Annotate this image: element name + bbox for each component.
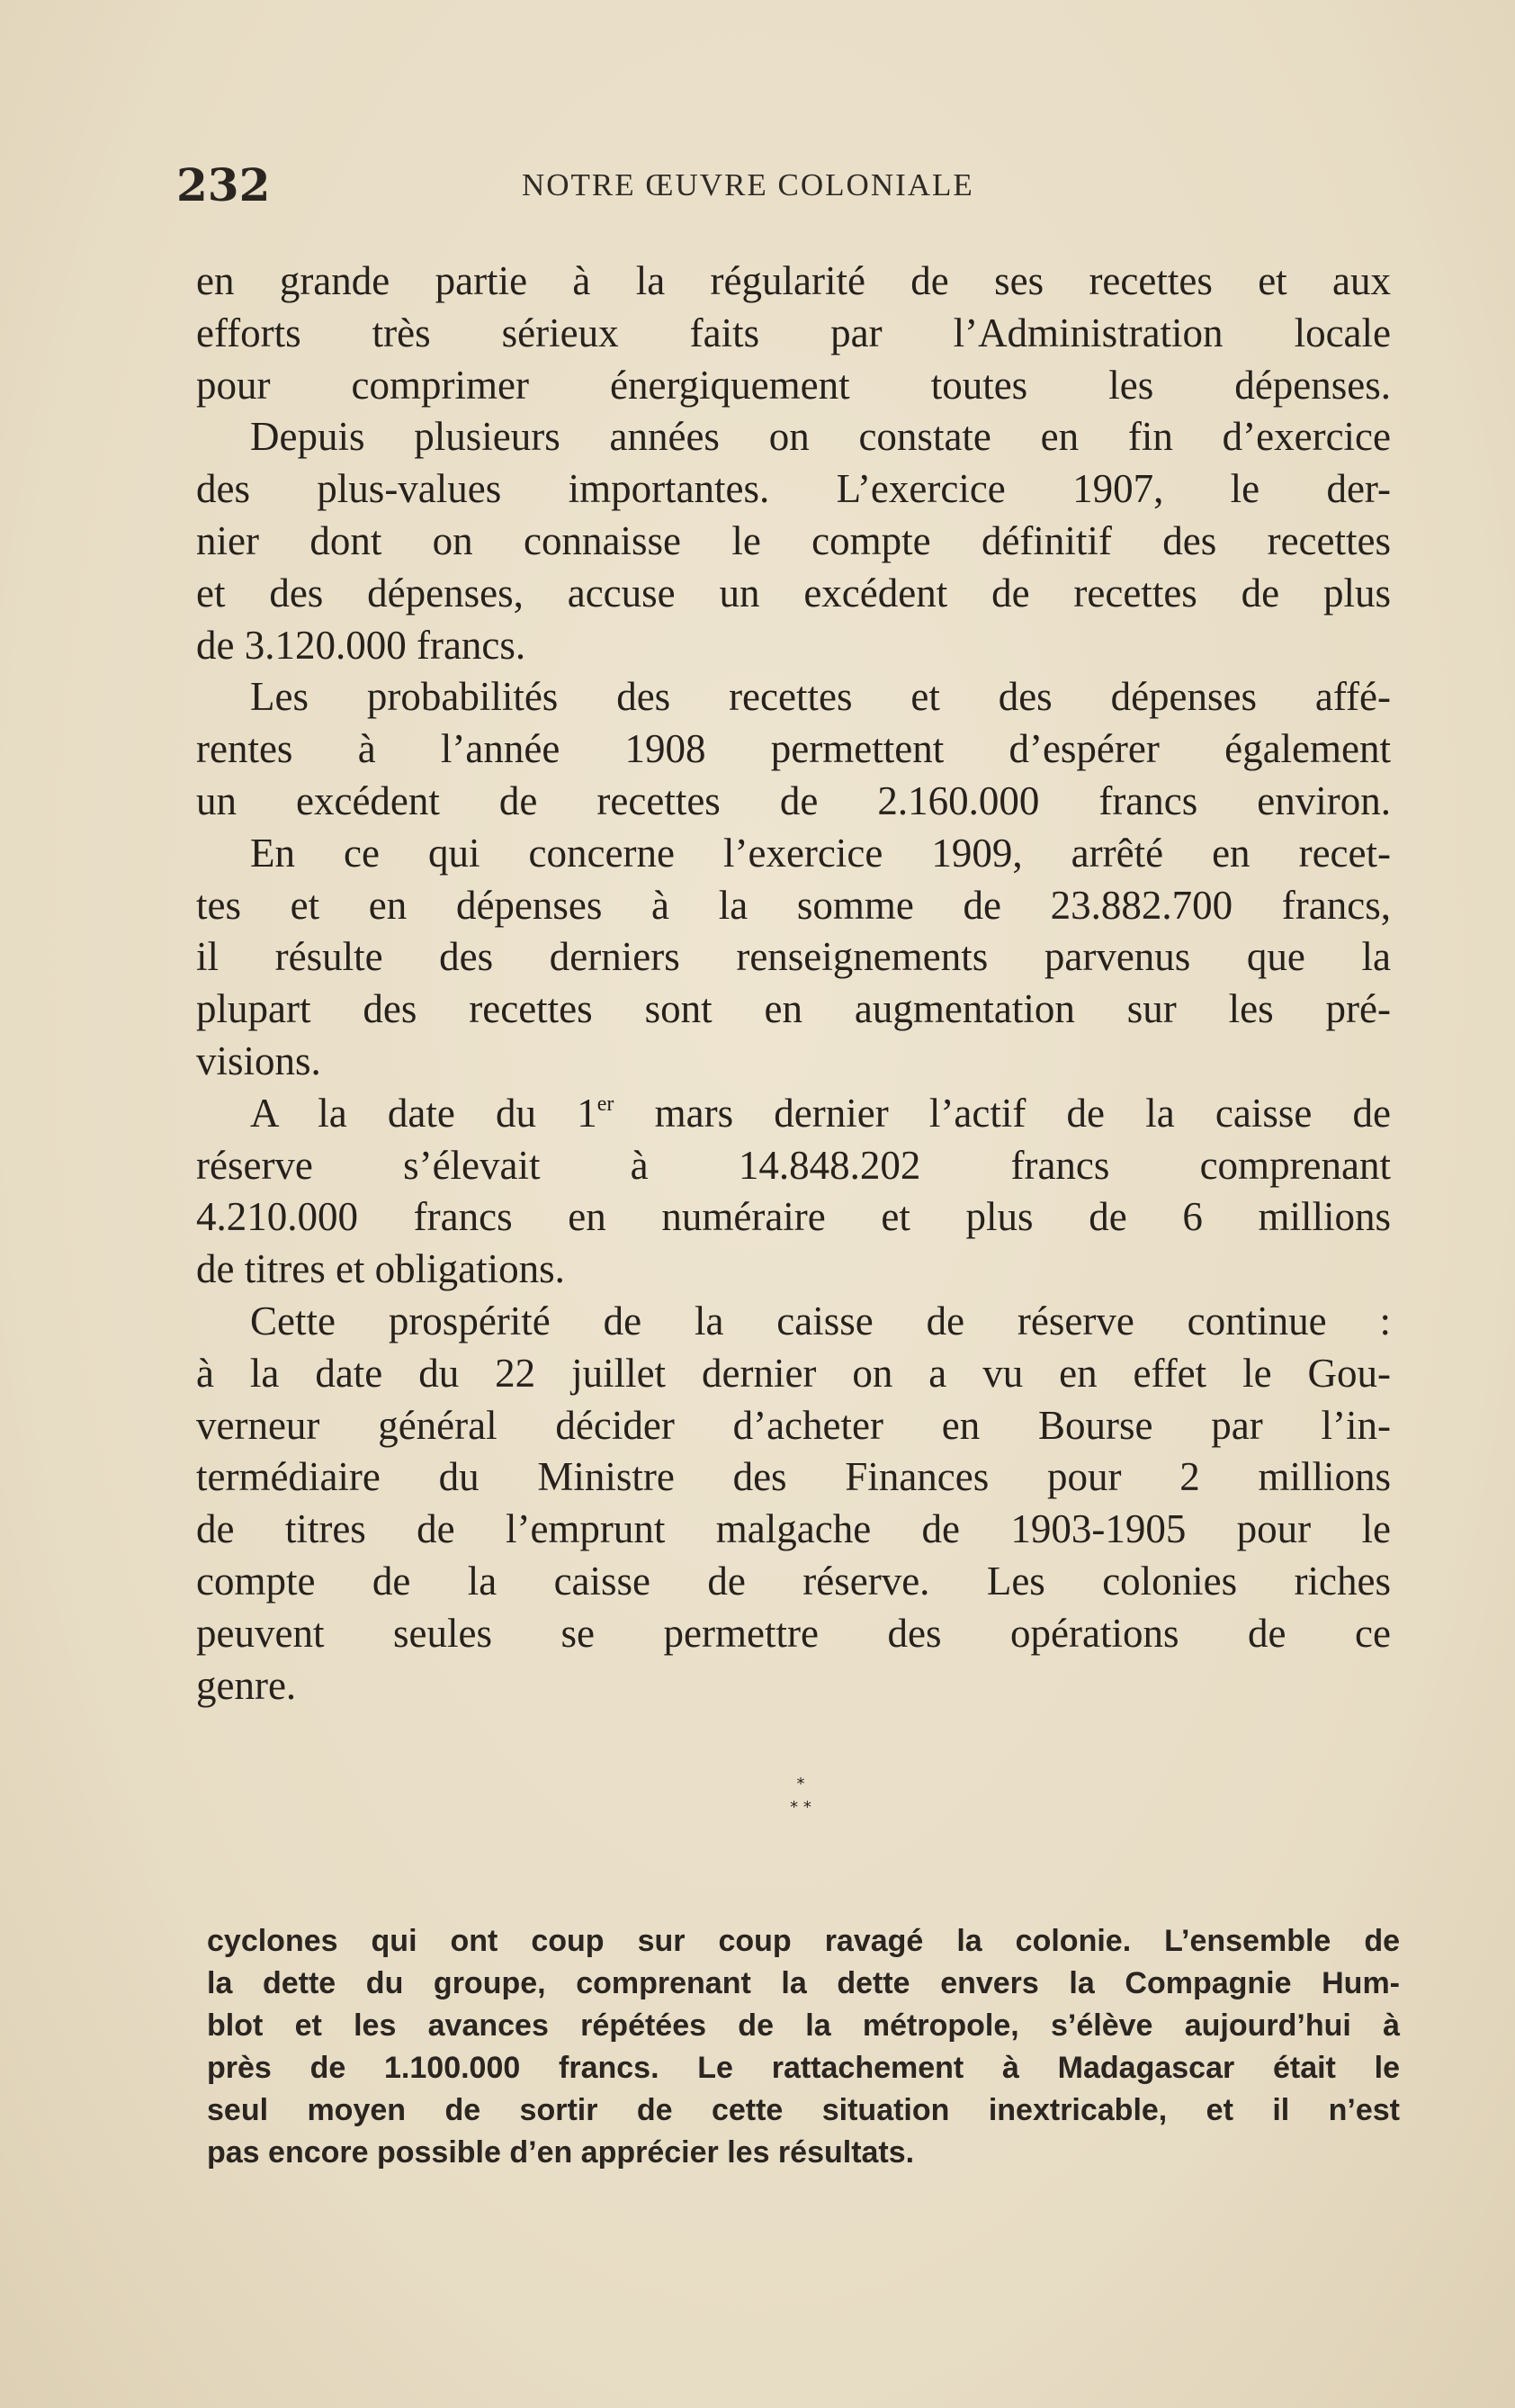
body-line (196, 1296, 1391, 1348)
body-line (196, 1608, 1391, 1660)
line-text: efforts très sérieux faits par l’Administration locale (196, 310, 1391, 355)
body-line (196, 671, 1391, 723)
section-separator (774, 1773, 828, 1819)
line-text: Cette prospérité de la caisse de réserve continue : (250, 1298, 1391, 1343)
separator-top-star: * (796, 1775, 805, 1793)
running-title: NOTRE ŒUVRE COLONIALE (522, 167, 974, 202)
separator-bottom-stars: * * (790, 1798, 811, 1817)
footnote (207, 1920, 1400, 2174)
footnote-line (207, 2047, 1400, 2089)
body-text (196, 256, 1391, 1712)
body-line (196, 1451, 1391, 1504)
body-line (196, 308, 1391, 360)
line-text: termédiaire du Ministre des Finances pour 2 millions (196, 1454, 1391, 1500)
line-text: verneur général décider d’acheter en Bourse par l’in- (196, 1402, 1391, 1448)
line-text: nier dont on connaisse le compte définitif des recettes (196, 517, 1391, 563)
line-text: compte de la caisse de réserve. Les colonies riches (196, 1558, 1391, 1604)
line-text: des plus-values importantes. L’exercice 1907, le der- (196, 466, 1391, 512)
line-text: de titres et obligations. (196, 1246, 565, 1292)
line-text: un excédent de recettes de 2.160.000 francs environ. (196, 777, 1391, 823)
line-text: tes et en dépenses à la somme de 23.882.700 francs, (196, 882, 1391, 928)
line-text: blot et les avances répétées de la métropole, s’élève aujourd’hui à (207, 2008, 1400, 2043)
body-line (196, 1140, 1391, 1192)
body-line (196, 828, 1391, 880)
body-line (196, 256, 1391, 308)
body-line (196, 984, 1391, 1036)
line-text: pour comprimer énergiquement toutes les dépenses. (196, 362, 1391, 408)
body-line (196, 620, 1391, 672)
line-text: A la date du 1 (250, 1090, 597, 1136)
line-text: cyclones qui ont coup sur coup ravagé la colonie. L’ensemble de (207, 1924, 1400, 1958)
line-text: mars dernier l’actif de la caisse de (614, 1090, 1391, 1136)
body-line (196, 516, 1391, 568)
footnote-line (207, 2005, 1400, 2047)
line-text: peuvent seules se permettre des opérations de ce (196, 1610, 1391, 1656)
line-text: de titres de l’emprunt malgache de 1903-1905 pour le (196, 1506, 1391, 1552)
footnote-line (207, 1963, 1400, 2005)
body-line (196, 360, 1391, 412)
line-text: près de 1.100.000 francs. Le rattachement à Madagascar était le (207, 2051, 1400, 2085)
body-line (196, 1088, 1391, 1140)
line-text: réserve s’élevait à 14.848.202 francs comprenant (196, 1142, 1391, 1188)
line-text: il résulte des derniers renseignements parvenus que la (196, 934, 1391, 980)
footnote-line (207, 2132, 1400, 2174)
body-line (196, 568, 1391, 620)
body-line (196, 463, 1391, 516)
line-text: En ce qui concerne l’exercice 1909, arrêté en recet- (250, 830, 1391, 876)
body-line (196, 723, 1391, 776)
body-line (196, 1400, 1391, 1452)
body-line (196, 1036, 1391, 1088)
body-line (196, 1660, 1391, 1712)
body-line (196, 411, 1391, 463)
body-line (196, 1348, 1391, 1400)
line-text: visions. (196, 1038, 321, 1083)
body-line (196, 1556, 1391, 1608)
body-line (196, 931, 1391, 984)
line-text: plupart des recettes sont en augmentation sur les pré- (196, 986, 1391, 1032)
page-number: 232 (176, 158, 271, 211)
footnote-line (207, 2089, 1400, 2132)
line-text: genre. (196, 1662, 297, 1708)
line-text: de 3.120.000 francs. (196, 622, 526, 668)
body-line (196, 776, 1391, 828)
line-text: à la date du 22 juillet dernier on a vu en effet le Gou- (196, 1350, 1391, 1396)
line-text: seul moyen de sortir de cette situation inextricable, et il n’est (207, 2093, 1400, 2127)
line-text: rentes à l’année 1908 permettent d’espérer également (196, 726, 1391, 772)
line-text: pas encore possible d’en apprécier les résultats. (207, 2135, 915, 2170)
body-line (196, 880, 1391, 932)
footnote-line (207, 1920, 1400, 1963)
superscript: er (596, 1092, 614, 1116)
body-line (196, 1244, 1391, 1296)
line-text: en grande partie à la régularité de ses recettes et aux (196, 258, 1391, 303)
line-text: la dette du groupe, comprenant la dette envers la Compagnie Hum- (207, 1966, 1400, 2000)
line-text: et des dépenses, accuse un excédent de recettes de plus (196, 570, 1391, 615)
line-text: 4.210.000 francs en numéraire et plus de 6 millions (196, 1194, 1391, 1240)
line-text: Les probabilités des recettes et des dépenses affé- (250, 674, 1391, 720)
body-line (196, 1191, 1391, 1244)
body-line (196, 1504, 1391, 1556)
line-text: Depuis plusieurs années on constate en fin d’exercice (250, 414, 1391, 460)
